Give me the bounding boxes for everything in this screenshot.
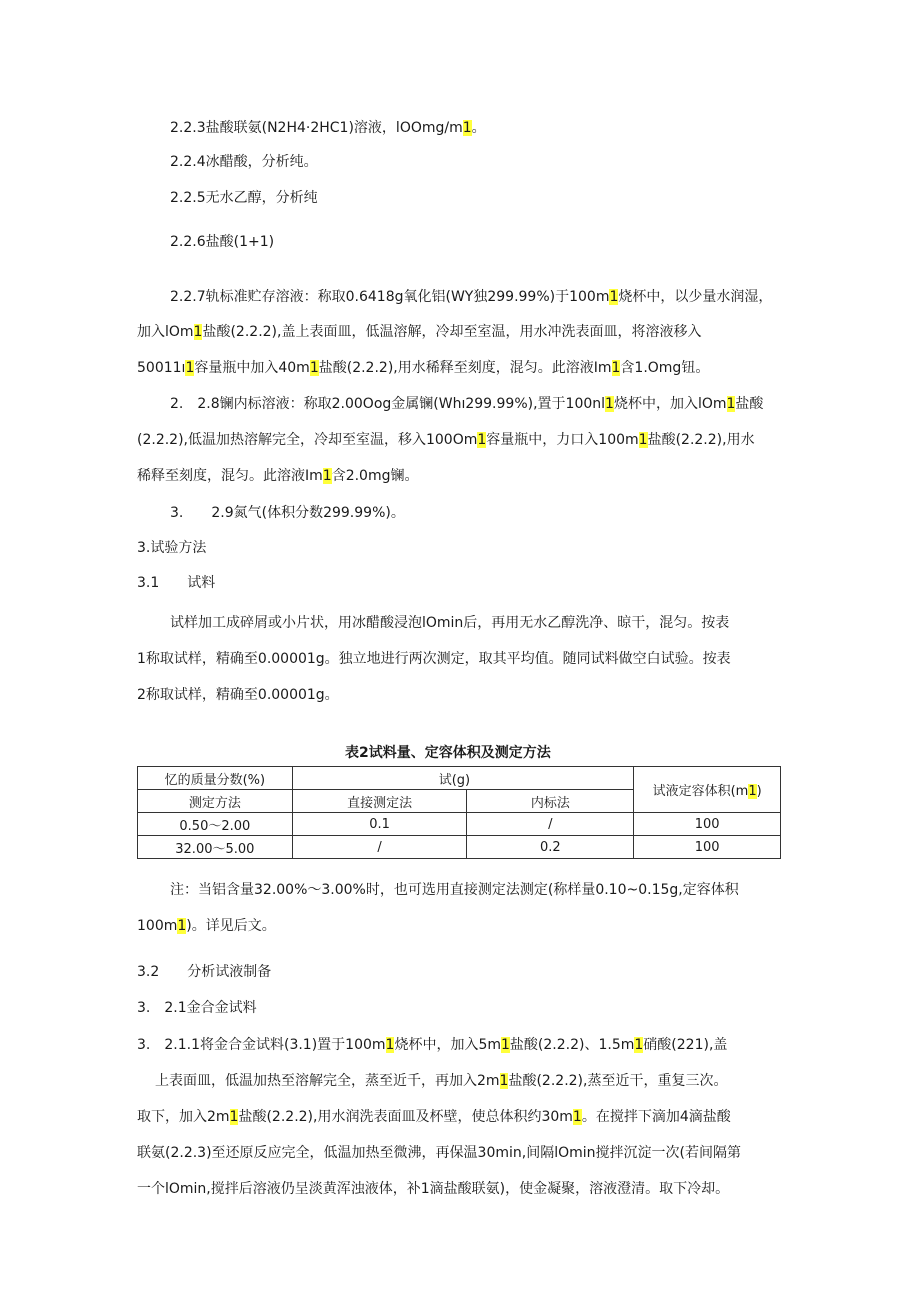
reagent-2-2-9: 3. 2.9氮气(体积分数299.99%)。 — [170, 505, 405, 521]
cell-volume: 100 — [634, 813, 781, 836]
header-volume: 试液定容体积(m1) — [634, 767, 781, 813]
table-row — [138, 836, 781, 859]
reagent-2-2-4: 2.2.4冰醋酸，分析纯。 — [170, 154, 318, 170]
header-sample-mass: 试(g) — [292, 767, 634, 790]
header-direct: 直接测定法 — [292, 790, 467, 813]
reagent-2-2-8-line3: 稀释至刻度，混匀。此溶液Im1含2.0mg镧。 — [137, 468, 419, 484]
table-caption: 表2试料量、定容体积及测定方法 — [345, 745, 551, 761]
cell-range: 32.00～5.00 — [138, 836, 293, 859]
sample-para-line2: 1称取试样，精确至0.00001g。独立地进行两次测定，取其平均值。随同试料做空白试验。按表 — [137, 651, 731, 667]
cell-internal: 0.2 — [467, 836, 634, 859]
header-mass-fraction: 忆的质量分数(%) — [138, 767, 293, 790]
reagent-2-2-7-line2: 加入lOm1盐酸(2.2.2),盖上表面皿，低温溶解，冷却至室温，用水冲洗表面皿，将溶液移入 — [137, 324, 702, 340]
header-method: 测定方法 — [138, 790, 293, 813]
section-3-2-title: 3.2 分析试液制备 — [137, 964, 272, 980]
procedure-line1: 3. 2.1.1将金合金试料(3.1)置于100m1烧杯中，加入5m1盐酸(2.2.2)、1.5m1硝酸(221),盖 — [137, 1037, 728, 1053]
cell-volume: 100 — [634, 836, 781, 859]
cell-direct: 0.1 — [292, 813, 467, 836]
sample-mass-table — [137, 766, 781, 859]
sample-para-line3: 2称取试样，精确至0.00001g。 — [137, 687, 339, 703]
table-note-line2: 100m1)。详见后文。 — [137, 918, 276, 934]
procedure-line2: 上表面皿，低温加热至溶解完全，蒸至近千，再加入2m1盐酸(2.2.2),蒸至近干，重复三次。 — [155, 1073, 728, 1089]
table-row — [138, 813, 781, 836]
reagent-2-2-7-line3: 50011ı1容量瓶中加入40m1盐酸(2.2.2),用水稀释至刻度，混匀。此溶液Im1含1.Omg钮。 — [137, 360, 710, 376]
section-3-1-title: 3.1 试料 — [137, 575, 216, 591]
procedure-line3: 取下，加入2m1盐酸(2.2.2),用水润洗表面皿及杯壁，使总体积约30m1。在搅拌下滴加4滴盐酸 — [137, 1109, 731, 1125]
reagent-2-2-3: 2.2.3盐酸联氨(N2H4·2HC1)溶液，lOOmg/m1。 — [170, 120, 486, 136]
section-3-2-1-title: 3. 2.1金合金试料 — [137, 1000, 257, 1016]
reagent-2-2-7-line1: 2.2.7轨标准贮存溶液：称取0.6418g氧化铝(WY独299.99%)于100m1烧杯中，以少量水润湿， — [170, 289, 773, 305]
reagent-2-2-6: 2.2.6盐酸(1+1) — [170, 234, 275, 250]
cell-internal: / — [467, 813, 634, 836]
sample-para-line1: 试样加工成碎屑或小片状，用冰醋酸浸泡lOmin后，再用无水乙醇洗净、晾干，混匀。按表 — [170, 615, 730, 631]
reagent-2-2-5: 2.2.5无水乙醇，分析纯 — [170, 190, 318, 206]
reagent-2-2-8-line2: (2.2.2),低温加热溶解完全，冷却至室温，移入100Om1容量瓶中，力口入100m1盐酸(2.2.2),用水 — [137, 432, 755, 448]
section-3-title: 3.试验方法 — [137, 540, 207, 556]
cell-range: 0.50～2.00 — [138, 813, 293, 836]
header-internal: 内标法 — [467, 790, 634, 813]
table-note-line1: 注：当铝含量32.00%～3.00%时，也可选用直接测定法测定(称样量0.10~0.15g,定容体积 — [170, 882, 739, 898]
procedure-line5: 一个lOmin,搅拌后溶液仍呈淡黄浑浊液体，补1滴盐酸联氨)，使金凝聚，溶液澄清。取下冷却。 — [137, 1181, 730, 1197]
cell-direct: / — [292, 836, 467, 859]
procedure-line4: 联氨(2.2.3)至还原反应完全，低温加热至微沸，再保温30min,间隔lOmin搅拌沉淀一次(若间隔第 — [137, 1145, 741, 1161]
reagent-2-2-8-line1: 2. 2.8镧内标溶液：称取2.00Oog金属镧(Whı299.99%),置于100nl1烧杯中，加入lOm1盐酸 — [170, 396, 764, 412]
